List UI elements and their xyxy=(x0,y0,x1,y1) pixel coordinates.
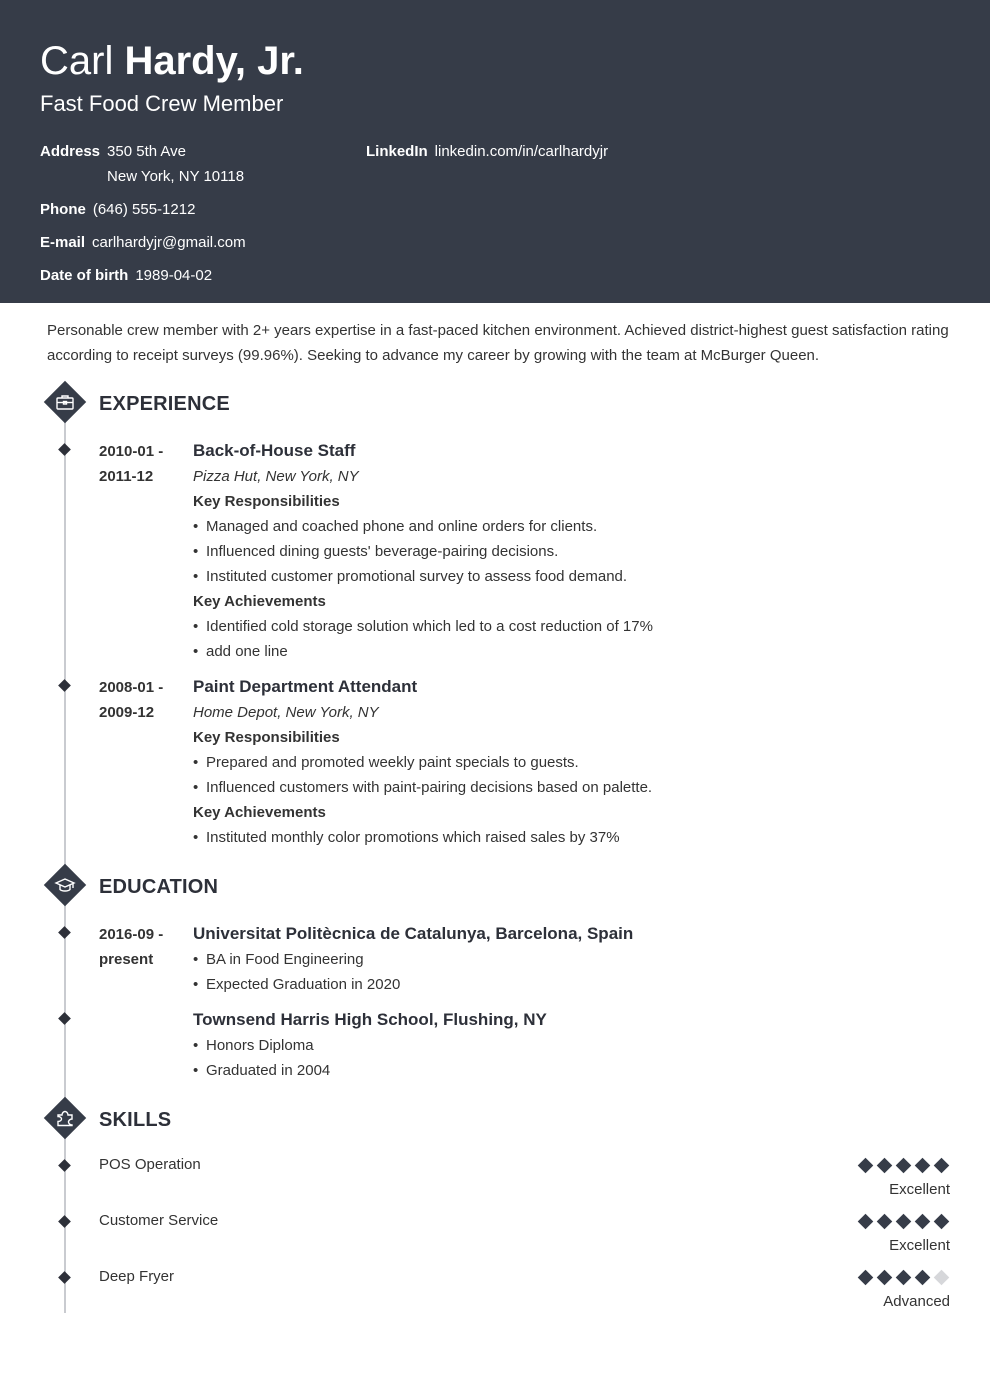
resume-header xyxy=(0,0,990,303)
list-item: • Honors Diploma xyxy=(193,1033,933,1058)
rating-diamond-filled xyxy=(858,1214,874,1230)
address-line1: 350 5th Ave xyxy=(107,143,186,160)
rating-diamond-empty xyxy=(934,1270,950,1286)
rating-diamonds xyxy=(860,1156,950,1176)
skill-level: Excellent xyxy=(889,1181,950,1198)
job-date xyxy=(99,675,163,725)
timeline-dot xyxy=(58,1271,71,1284)
skills-heading: SKILLS xyxy=(99,1109,172,1131)
rating-diamond-filled xyxy=(877,1214,893,1230)
education-heading: EDUCATION xyxy=(99,876,219,898)
job-company: Home Depot, New York, NY xyxy=(193,704,379,721)
timeline-dot xyxy=(58,443,71,456)
experience-timeline-line xyxy=(64,410,66,888)
email-label: E-mail xyxy=(40,234,86,251)
school-name: Universitat Politècnica de Catalunya, Barcelona, Spain xyxy=(193,924,634,943)
timeline-dot xyxy=(58,926,71,939)
email-link[interactable]: carlhardyjr@gmail.com xyxy=(92,234,246,251)
timeline-dot xyxy=(58,1012,71,1025)
education-details-list xyxy=(193,947,933,997)
graduation-cap-icon xyxy=(44,864,86,906)
education-entry xyxy=(193,1006,933,1083)
rating-diamond-filled xyxy=(915,1270,931,1286)
education-date-end: present xyxy=(99,951,154,968)
list-item: • Expected Graduation in 2020 xyxy=(193,972,933,997)
experience-heading: EXPERIENCE xyxy=(99,393,230,415)
list-item: • Influenced customers with paint-pairing decisions based on palette. xyxy=(193,775,933,800)
job-title: Paint Department Attendant xyxy=(193,677,418,696)
briefcase-icon xyxy=(44,381,86,423)
education-date-start: 2016-09 - xyxy=(99,926,164,943)
rating-diamond-filled xyxy=(934,1214,950,1230)
list-item: • Instituted monthly color promotions which raised sales by 37% xyxy=(193,825,933,850)
rating-diamond-filled xyxy=(934,1158,950,1174)
skill-name: Customer Service xyxy=(99,1212,219,1229)
phone-label: Phone xyxy=(40,201,86,218)
list-item: • BA in Food Engineering xyxy=(193,947,933,972)
achievements-label: Key Achievements xyxy=(193,593,326,610)
timeline-dot xyxy=(58,1159,71,1172)
job-date-end: 2009-12 xyxy=(99,704,155,721)
rating-diamond-filled xyxy=(858,1270,874,1286)
job-entry xyxy=(193,673,933,850)
job-company: Pizza Hut, New York, NY xyxy=(193,468,359,485)
rating-diamond-filled xyxy=(915,1214,931,1230)
rating-diamond-filled xyxy=(896,1214,912,1230)
responsibilities-label: Key Responsibilities xyxy=(193,729,340,746)
profile-summary: Personable crew member with 2+ years expertise in a fast-paced kitchen environment. Achieved district-highest guest satisfaction rating according to receipt surveys (99.96%). Seeking to advance my career by growing with the team at McBurger Queen. xyxy=(47,322,949,364)
first-name: Carl xyxy=(40,39,114,83)
rating-diamond-filled xyxy=(915,1158,931,1174)
rating-diamond-filled xyxy=(858,1158,874,1174)
school-name: Townsend Harris High School, Flushing, NY xyxy=(193,1010,547,1029)
education-details-list xyxy=(193,1033,933,1083)
education-date xyxy=(99,922,163,972)
linkedin-row xyxy=(366,139,608,164)
rating-diamond-filled xyxy=(877,1270,893,1286)
list-item: • Prepared and promoted weekly paint specials to guests. xyxy=(193,750,933,775)
job-date-start: 2008-01 - xyxy=(99,679,164,696)
skill-name: Deep Fryer xyxy=(99,1268,175,1285)
rating-diamonds xyxy=(860,1268,950,1288)
linkedin-label: LinkedIn xyxy=(366,143,428,160)
skill-rating xyxy=(860,1156,950,1200)
responsibilities-label: Key Responsibilities xyxy=(193,493,340,510)
job-date-end: 2011-12 xyxy=(99,468,154,485)
phone-value: (646) 555-1212 xyxy=(92,201,196,218)
rating-diamonds xyxy=(860,1212,950,1232)
list-item: • Graduated in 2004 xyxy=(193,1058,933,1083)
responsibilities-list xyxy=(193,514,933,589)
skill-level: Excellent xyxy=(889,1237,950,1254)
last-name: Hardy, Jr. xyxy=(124,39,304,83)
job-title: Fast Food Crew Member xyxy=(40,91,284,116)
skill-rating xyxy=(860,1212,950,1256)
skill-rating xyxy=(860,1268,950,1312)
dob-label: Date of birth xyxy=(40,267,129,284)
email-row xyxy=(40,230,246,255)
address-row xyxy=(40,139,244,189)
list-item: • Influenced dining guests' beverage-pairing decisions. xyxy=(193,539,933,564)
list-item: • add one line xyxy=(193,639,933,664)
achievements-list xyxy=(193,825,933,850)
phone-row xyxy=(40,197,195,222)
dob-row xyxy=(40,263,212,288)
linkedin-link[interactable]: linkedin.com/in/carlhardyjr xyxy=(434,143,609,160)
education-timeline-line xyxy=(64,888,66,1121)
puzzle-piece-icon xyxy=(44,1097,86,1139)
achievements-list xyxy=(193,614,933,664)
candidate-name xyxy=(40,38,304,84)
timeline-dot xyxy=(58,679,71,692)
education-entry xyxy=(193,920,933,997)
address-label: Address xyxy=(40,143,101,160)
job-title: Back-of-House Staff xyxy=(193,441,356,460)
skill-level: Advanced xyxy=(883,1293,950,1310)
dob-value: 1989-04-02 xyxy=(135,267,213,284)
rating-diamond-filled xyxy=(877,1158,893,1174)
list-item: • Instituted customer promotional survey to assess food demand. xyxy=(193,564,933,589)
list-item: • Identified cold storage solution which led to a cost reduction of 17% xyxy=(193,614,933,639)
achievements-label: Key Achievements xyxy=(193,804,326,821)
responsibilities-list xyxy=(193,750,933,800)
address-value xyxy=(107,139,244,189)
list-item: • Managed and coached phone and online orders for clients. xyxy=(193,514,933,539)
skill-name: POS Operation xyxy=(99,1156,201,1173)
rating-diamond-filled xyxy=(896,1270,912,1286)
job-date xyxy=(99,439,163,489)
rating-diamond-filled xyxy=(896,1158,912,1174)
job-date-start: 2010-01 - xyxy=(99,443,164,460)
job-entry xyxy=(193,437,933,664)
timeline-dot xyxy=(58,1215,71,1228)
address-line2: New York, NY 10118 xyxy=(107,168,245,185)
